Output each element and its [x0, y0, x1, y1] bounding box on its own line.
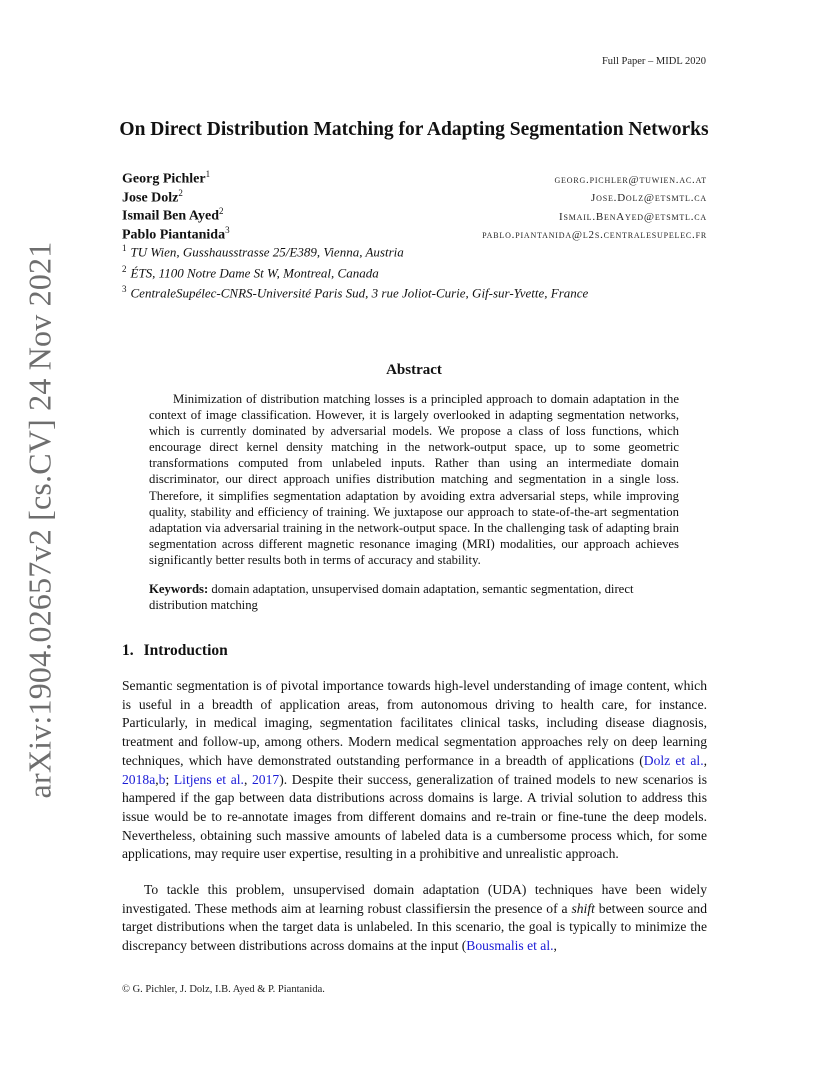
intro-paragraph-1: Semantic segmentation is of pivotal importance towards high-level understanding of image content, which is useful in a breadth of application areas, from autonomous driving to health care, for instance. Particularly, in medical imaging, segmentation facilitates clinical tasks, including disease diagnosis, treatment and follow-up, among others. Modern medical segmentation approaches rely on deep learning techniques, which have demonstrated outstanding performance in a breadth of applications (Dolz et al., 2018a,b; Litjens et al., 2017). Despite their success, generalization of trained models to new scenarios is hampered if the gap between data distributions across domains is large. A trivial solution to address this issue would be to re-annotate images from different domains and re-train or fine-tune the deep models. Nevertheless, obtaining such massive amounts of labeled data is a cumbersome process which, for some applications, may require user expertise, resulting in a prohibitive and unrealistic approach.: [122, 678, 708, 862]
keywords: [149, 581, 679, 613]
keywords-text: domain adaptation, unsupervised domain adaptation, semantic segmentation, direct distribution matching: [149, 582, 634, 613]
author-name: Pablo Piantanida$^3$: [122, 224, 230, 243]
author-row: [122, 225, 707, 244]
author-row: [122, 188, 707, 207]
intro-paragraph-2: To tackle this problem, unsupervised domain adaptation (UDA) techniques have been widely investigated. These methods aim at learning robust classifiersin the presence of a shift between source and target distributions when the target data is unlabeled. In this scenario, the goal is typically to minimize the discrepancy between distributions across domains at the input (Bousmalis et al.,: [122, 882, 708, 954]
affiliation: $^2$ ÉTS, 1100 Notre Dame St W, Montreal, Canada: [122, 263, 379, 280]
author-name: Georg Pichler$^1$: [122, 169, 211, 187]
paper-title: On Direct Distribution Matching for Adapting Segmentation Networks: [119, 119, 709, 140]
running-head: Full Paper – MIDL 2020: [601, 56, 706, 67]
author-email[interactable]: pablo.piantanida@l2s.centralesupelec.fr: [482, 229, 707, 242]
author-row: [122, 169, 707, 188]
citation-link[interactable]: b: [158, 771, 166, 787]
abstract-heading: Abstract: [386, 362, 442, 378]
citation-link[interactable]: 2017: [252, 771, 280, 787]
affiliation: $^1$ TU Wien, Gusshausstrasse 25/E389, Vienna, Austria: [122, 243, 404, 260]
citation-link[interactable]: Bousmalis et al.: [466, 938, 554, 954]
keywords-label: Keywords:: [149, 582, 209, 596]
arxiv-stamp-text: arXiv:1904.02657v2 [cs.CV] 24 Nov 2021: [21, 241, 58, 799]
emphasis: shift: [571, 900, 595, 916]
section-heading: 1. Introduction: [122, 642, 228, 659]
citation-link[interactable]: Litjens et al.: [173, 771, 244, 787]
citation-link[interactable]: Dolz et al.: [643, 752, 704, 768]
affiliation: $^3$ CentraleSupélec-CNRS-Université Paris Sud, 3 rue Joliot-Curie, Gif-sur-Yvette, France: [122, 284, 589, 301]
author-email[interactable]: georg.pichler@tuwien.ac.at: [554, 173, 707, 186]
abstract-body: Minimization of distribution matching losses is a principled approach to domain adaptation in the context of image classification. However, it is largely overlooked in adapting segmentation networks, which is currently dominated by adversarial models. We propose a class of loss functions, which encourage direct kernel density matching in the network-output space, up to some geometric transformations computed from unlabeled inputs. Rather than using an intermediate domain discriminator, our direct approach unifies distribution matching and segmentation in a single loss. Therefore, it simplifies segmentation adaptation by avoiding extra adversarial steps, while improving quality, stability and efficiency of training. We juxtapose our approach to state-of-the-art segmentation adaptation via adversarial training in the network-output space. In the challenging task of adapting brain segmentation across different magnetic resonance imaging (MRI) modalities, our approach achieves significantly better results both in terms of accuracy and stability.: [149, 392, 679, 567]
author-name: Ismail Ben Ayed$^2$: [122, 206, 224, 224]
affiliation-list: [122, 243, 707, 305]
copyright-footer: © G. Pichler, J. Dolz, I.B. Ayed & P. Piantanida.: [122, 984, 325, 995]
author-email[interactable]: Ismail.BenAyed@etsmtl.ca: [559, 210, 707, 223]
author-email[interactable]: Jose.Dolz@etsmtl.ca: [591, 192, 707, 205]
author-row: [122, 206, 707, 225]
citation-link[interactable]: 2018a: [122, 771, 156, 787]
author-name: Jose Dolz$^2$: [122, 187, 183, 206]
author-list: [122, 169, 707, 243]
